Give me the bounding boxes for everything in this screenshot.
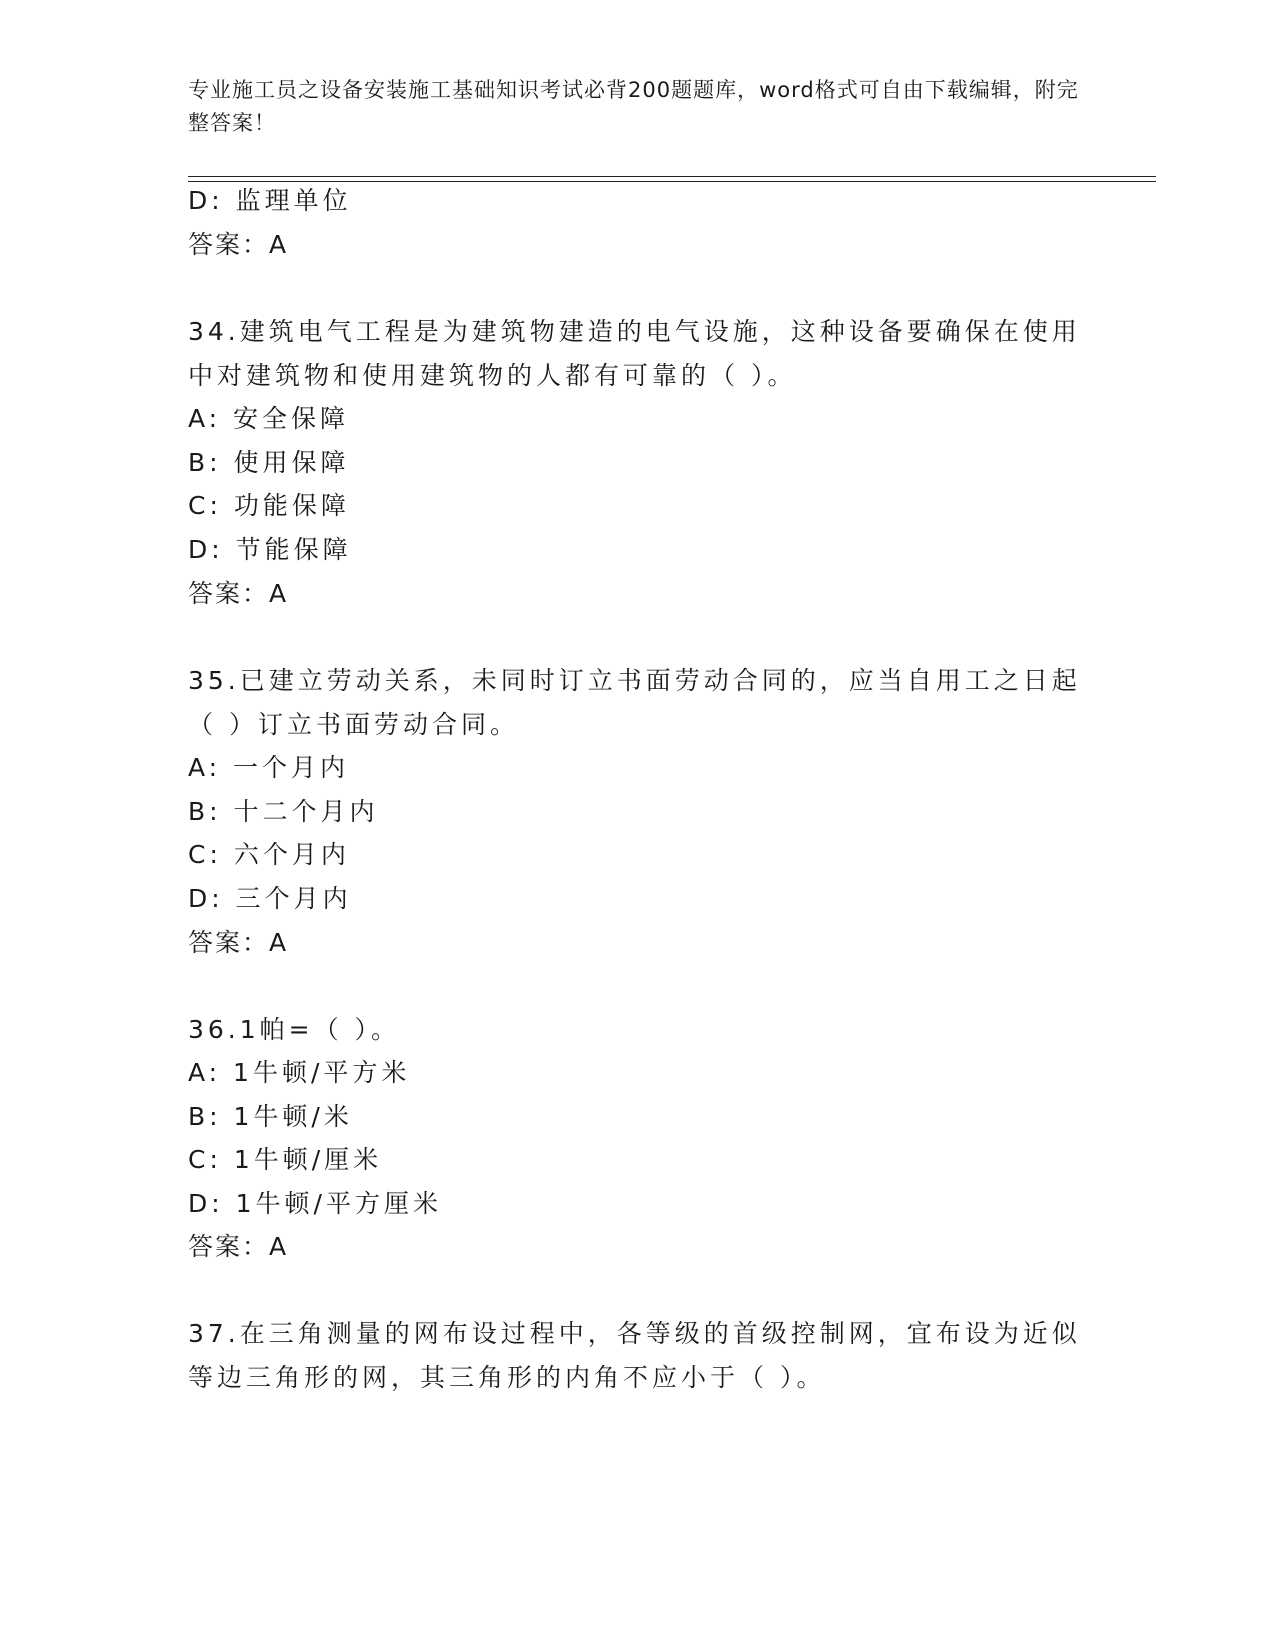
question-37-stem-line2: 等边三角形的网，其三角形的内角不应小于（ ）。 xyxy=(188,1363,826,1392)
question-35-option-a: A: 一个月内 xyxy=(188,753,350,782)
question-36-option-b: B: 1牛顿/米 xyxy=(188,1102,353,1131)
header-divider-bottom xyxy=(188,181,1156,182)
question-34-option-a: A: 安全保障 xyxy=(188,404,350,433)
question-34-option-b: B: 使用保障 xyxy=(188,448,350,477)
question-35-answer: 答案：A xyxy=(188,928,289,957)
question-36-option-d: D: 1牛顿/平方厘米 xyxy=(188,1189,442,1218)
question-36-option-a: A: 1牛顿/平方米 xyxy=(188,1058,411,1087)
question-34-stem-line2: 中对建筑物和使用建筑物的人都有可靠的（ ）。 xyxy=(188,361,797,390)
answer: 答案：A xyxy=(188,230,289,259)
question-36-option-c: C: 1牛顿/厘米 xyxy=(188,1145,383,1174)
question-37-stem-line1: 37.在三角测量的网布设过程中，各等级的首级控制网，宜布设为近似 xyxy=(188,1319,1081,1348)
option-d: D: 监理单位 xyxy=(188,186,352,215)
question-34-stem-line1: 34.建筑电气工程是为建筑物建造的电气设施，这种设备要确保在使用 xyxy=(188,317,1081,346)
header-divider-top xyxy=(188,176,1156,177)
question-35-option-d: D: 三个月内 xyxy=(188,884,352,913)
question-35-stem-line2: （ ）订立书面劳动合同。 xyxy=(188,710,519,739)
question-36-stem: 36.1帕=（ ）。 xyxy=(188,1015,401,1044)
question-36-answer: 答案：A xyxy=(188,1232,289,1261)
question-35-stem-line1: 35.已建立劳动关系，未同时订立书面劳动合同的，应当自用工之日起 xyxy=(188,666,1081,695)
question-34-option-d: D: 节能保障 xyxy=(188,535,352,564)
document-header: 专业施工员之设备安装施工基础知识考试必背200题题库，word格式可自由下载编辑，附完整答案！ xyxy=(188,78,1079,135)
question-35-option-c: C: 六个月内 xyxy=(188,840,350,869)
question-34-option-c: C: 功能保障 xyxy=(188,491,350,520)
question-35-option-b: B: 十二个月内 xyxy=(188,797,379,826)
question-34-answer: 答案：A xyxy=(188,579,289,608)
